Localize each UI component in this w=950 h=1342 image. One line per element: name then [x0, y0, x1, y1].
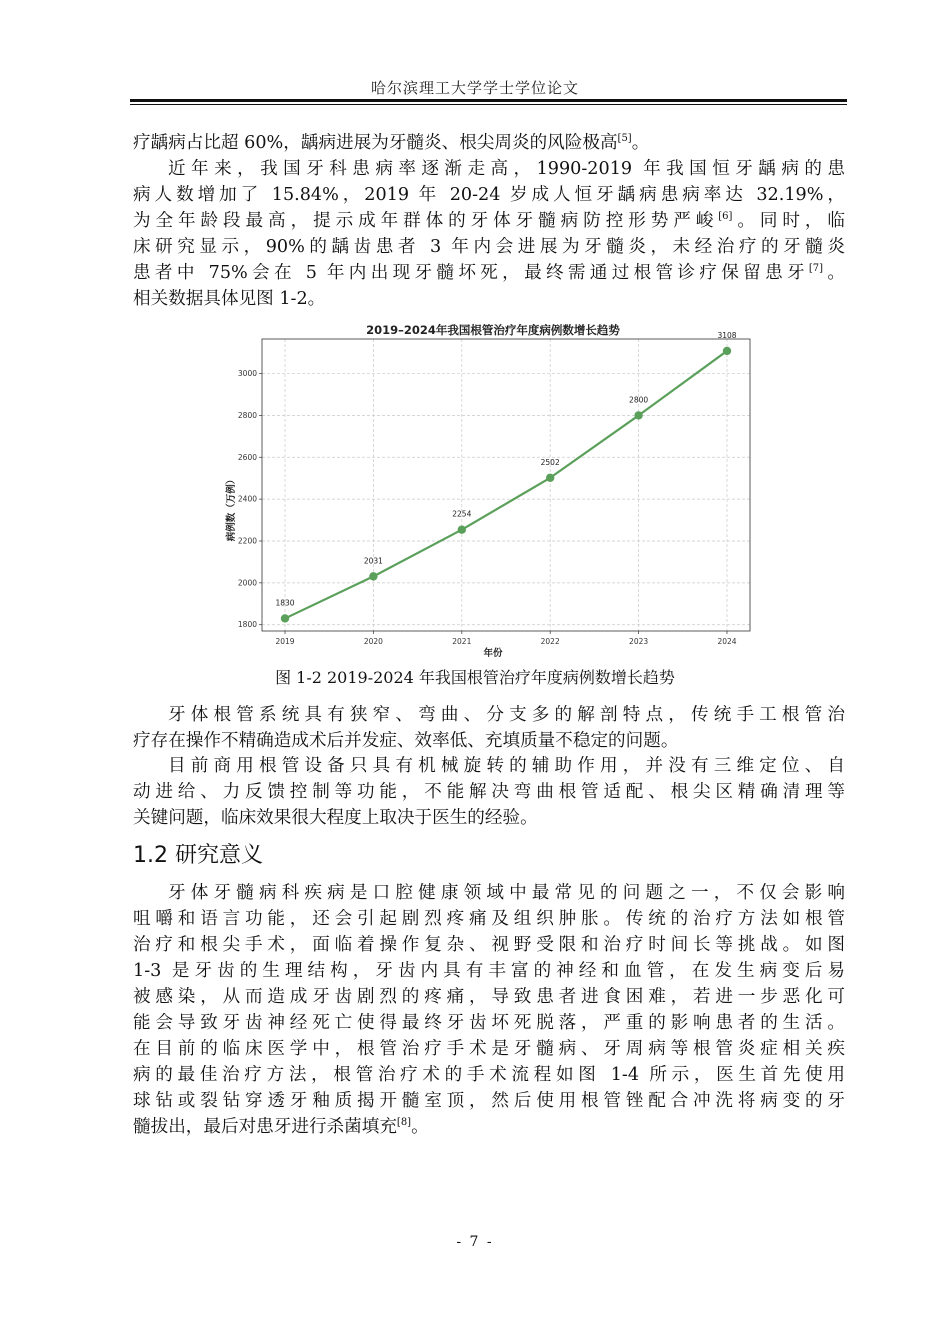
text-span: 为全年龄段最高，提示成年群体的牙体牙髓病防控形势严峻 — [133, 211, 719, 231]
paragraph-anatomy — [133, 702, 845, 754]
text-span: 。 — [411, 1117, 429, 1137]
text-span: 。 — [631, 133, 650, 153]
text-line: 1-3 是牙齿的生理结构，牙齿内具有丰富的神经和血管，在发生病变后易 — [133, 961, 845, 981]
y-tick-label: 1800 — [237, 620, 257, 630]
text-line: 动进给、力反馈控制等功能，不能解决弯曲根管适配、根尖区精确清理等 — [133, 782, 845, 802]
text-line — [133, 1114, 845, 1140]
header-rule-thin — [130, 104, 847, 105]
data-label: 2502 — [540, 457, 560, 467]
text-span: 。同时，临 — [732, 211, 845, 231]
text-line: 牙体牙髓病科疾病是口腔健康领域中最常见的问题之一，不仅会影响 — [168, 883, 845, 903]
figure-caption: 图 1-2 2019-2024 年我国根管治疗年度病例数增长趋势 — [275, 668, 675, 687]
data-point — [369, 572, 377, 580]
y-tick-label: 2600 — [237, 452, 257, 462]
text-line: 相关数据具体见图 1-2。 — [133, 289, 326, 309]
text-line: 床研究显示，90%的龋齿患者 3 年内会进展为牙髓炎，未经治疗的牙髓炎 — [133, 237, 845, 257]
citation: [7] — [808, 263, 824, 275]
data-point — [458, 525, 466, 533]
y-tick-label: 2400 — [237, 494, 257, 504]
text-line — [133, 260, 845, 286]
citation: [6] — [718, 211, 733, 223]
text-line: 疗存在操作不精确造成术后并发症、效率低、充填质量不稳定的问题。 — [133, 731, 679, 751]
data-label: 2031 — [363, 556, 383, 566]
paragraph-significance — [133, 880, 845, 1140]
data-label: 1830 — [275, 598, 295, 608]
text-line: 病的最佳治疗方法，根管治疗术的手术流程如图 1-4 所示，医生首先使用 — [133, 1065, 845, 1085]
chart-title: 2019–2024年我国根管治疗年度病例数增长趋势 — [366, 323, 620, 337]
text-line: 近年来，我国牙科患病率逐渐走高，1990-2019 年我国恒牙龋病的患 — [168, 159, 845, 179]
text-span: 患者中 75%会在 5 年内出现牙髓坏死，最终需通过根管诊疗保留患牙 — [133, 263, 809, 283]
y-tick-label: 2800 — [237, 410, 257, 420]
text-line — [133, 130, 845, 156]
text-line: 牙体根管系统具有狭窄、弯曲、分支多的解剖特点，传统手工根管治 — [168, 705, 845, 725]
data-point — [546, 474, 554, 482]
text-line: 咀嚼和语言功能，还会引起剧烈疼痛及组织肿胀。传统的治疗方法如根管 — [133, 909, 845, 929]
text-line: 目前商用根管设备只具有机械旋转的辅助作用，并没有三维定位、自 — [168, 756, 845, 776]
header-rule-thick — [130, 99, 847, 102]
text-span: 髓拔出，最后对患牙进行杀菌填充 — [133, 1117, 397, 1137]
data-point — [723, 347, 731, 355]
paragraph-prevalence — [133, 156, 845, 312]
y-tick-label: 3000 — [237, 369, 257, 379]
text-span: 。 — [823, 263, 845, 283]
line-chart — [223, 320, 753, 664]
data-point — [281, 614, 289, 622]
chart-background — [223, 320, 753, 664]
text-line — [133, 208, 845, 234]
text-span: 疗龋病占比超 60%，龋病进展为牙髓炎、根尖周炎的风险极高 — [133, 133, 618, 153]
data-label: 2800 — [629, 395, 649, 405]
text-line: 被感染，从而造成牙齿剧烈的疼痛，导致患者进食困难，若进一步恶化可 — [133, 987, 845, 1007]
x-tick-label: 2020 — [363, 637, 383, 646]
data-label: 2254 — [452, 509, 472, 519]
text-line: 能会导致牙齿神经死亡使得最终牙齿坏死脱落，严重的影响患者的生活。 — [133, 1013, 845, 1033]
paragraph-continuation — [133, 130, 845, 156]
y-axis-label: 病例数（万例） — [226, 474, 237, 542]
paragraph-devices — [133, 753, 845, 831]
x-tick-label: 2021 — [452, 637, 472, 646]
citation: [5] — [617, 133, 632, 145]
x-tick-label: 2024 — [717, 637, 737, 646]
text-line: 在目前的临床医学中，根管治疗手术是牙髓病、牙周病等根管炎症相关疾 — [133, 1039, 845, 1059]
text-line: 关键问题，临床效果很大程度上取决于医生的经验。 — [133, 808, 538, 828]
x-tick-label: 2019 — [275, 637, 295, 646]
text-line: 治疗和根尖手术，面临着操作复杂、视野受限和治疗时间长等挑战。如图 — [133, 935, 845, 955]
x-tick-label: 2023 — [629, 637, 649, 646]
y-tick-label: 2200 — [237, 536, 257, 546]
running-header: 哈尔滨理工大学学士学位论文 — [370, 79, 579, 97]
y-tick-label: 2000 — [237, 578, 257, 588]
text-line: 病人数增加了 15.84%，2019 年 20-24 岁成人恒牙龋病患病率达 32.19%， — [133, 185, 845, 205]
data-point — [634, 411, 642, 419]
data-label: 3108 — [717, 330, 737, 340]
citation: [8] — [396, 1117, 412, 1129]
page-number: - 7 - — [456, 1234, 494, 1250]
x-axis-label: 年份 — [483, 648, 503, 659]
x-tick-label: 2022 — [540, 637, 560, 646]
figure-1-2 — [223, 320, 753, 664]
section-heading: 1.2 研究意义 — [133, 843, 263, 868]
text-line: 球钻或裂钻穿透牙釉质揭开髓室顶，然后使用根管锉配合冲洗将病变的牙 — [133, 1091, 845, 1111]
